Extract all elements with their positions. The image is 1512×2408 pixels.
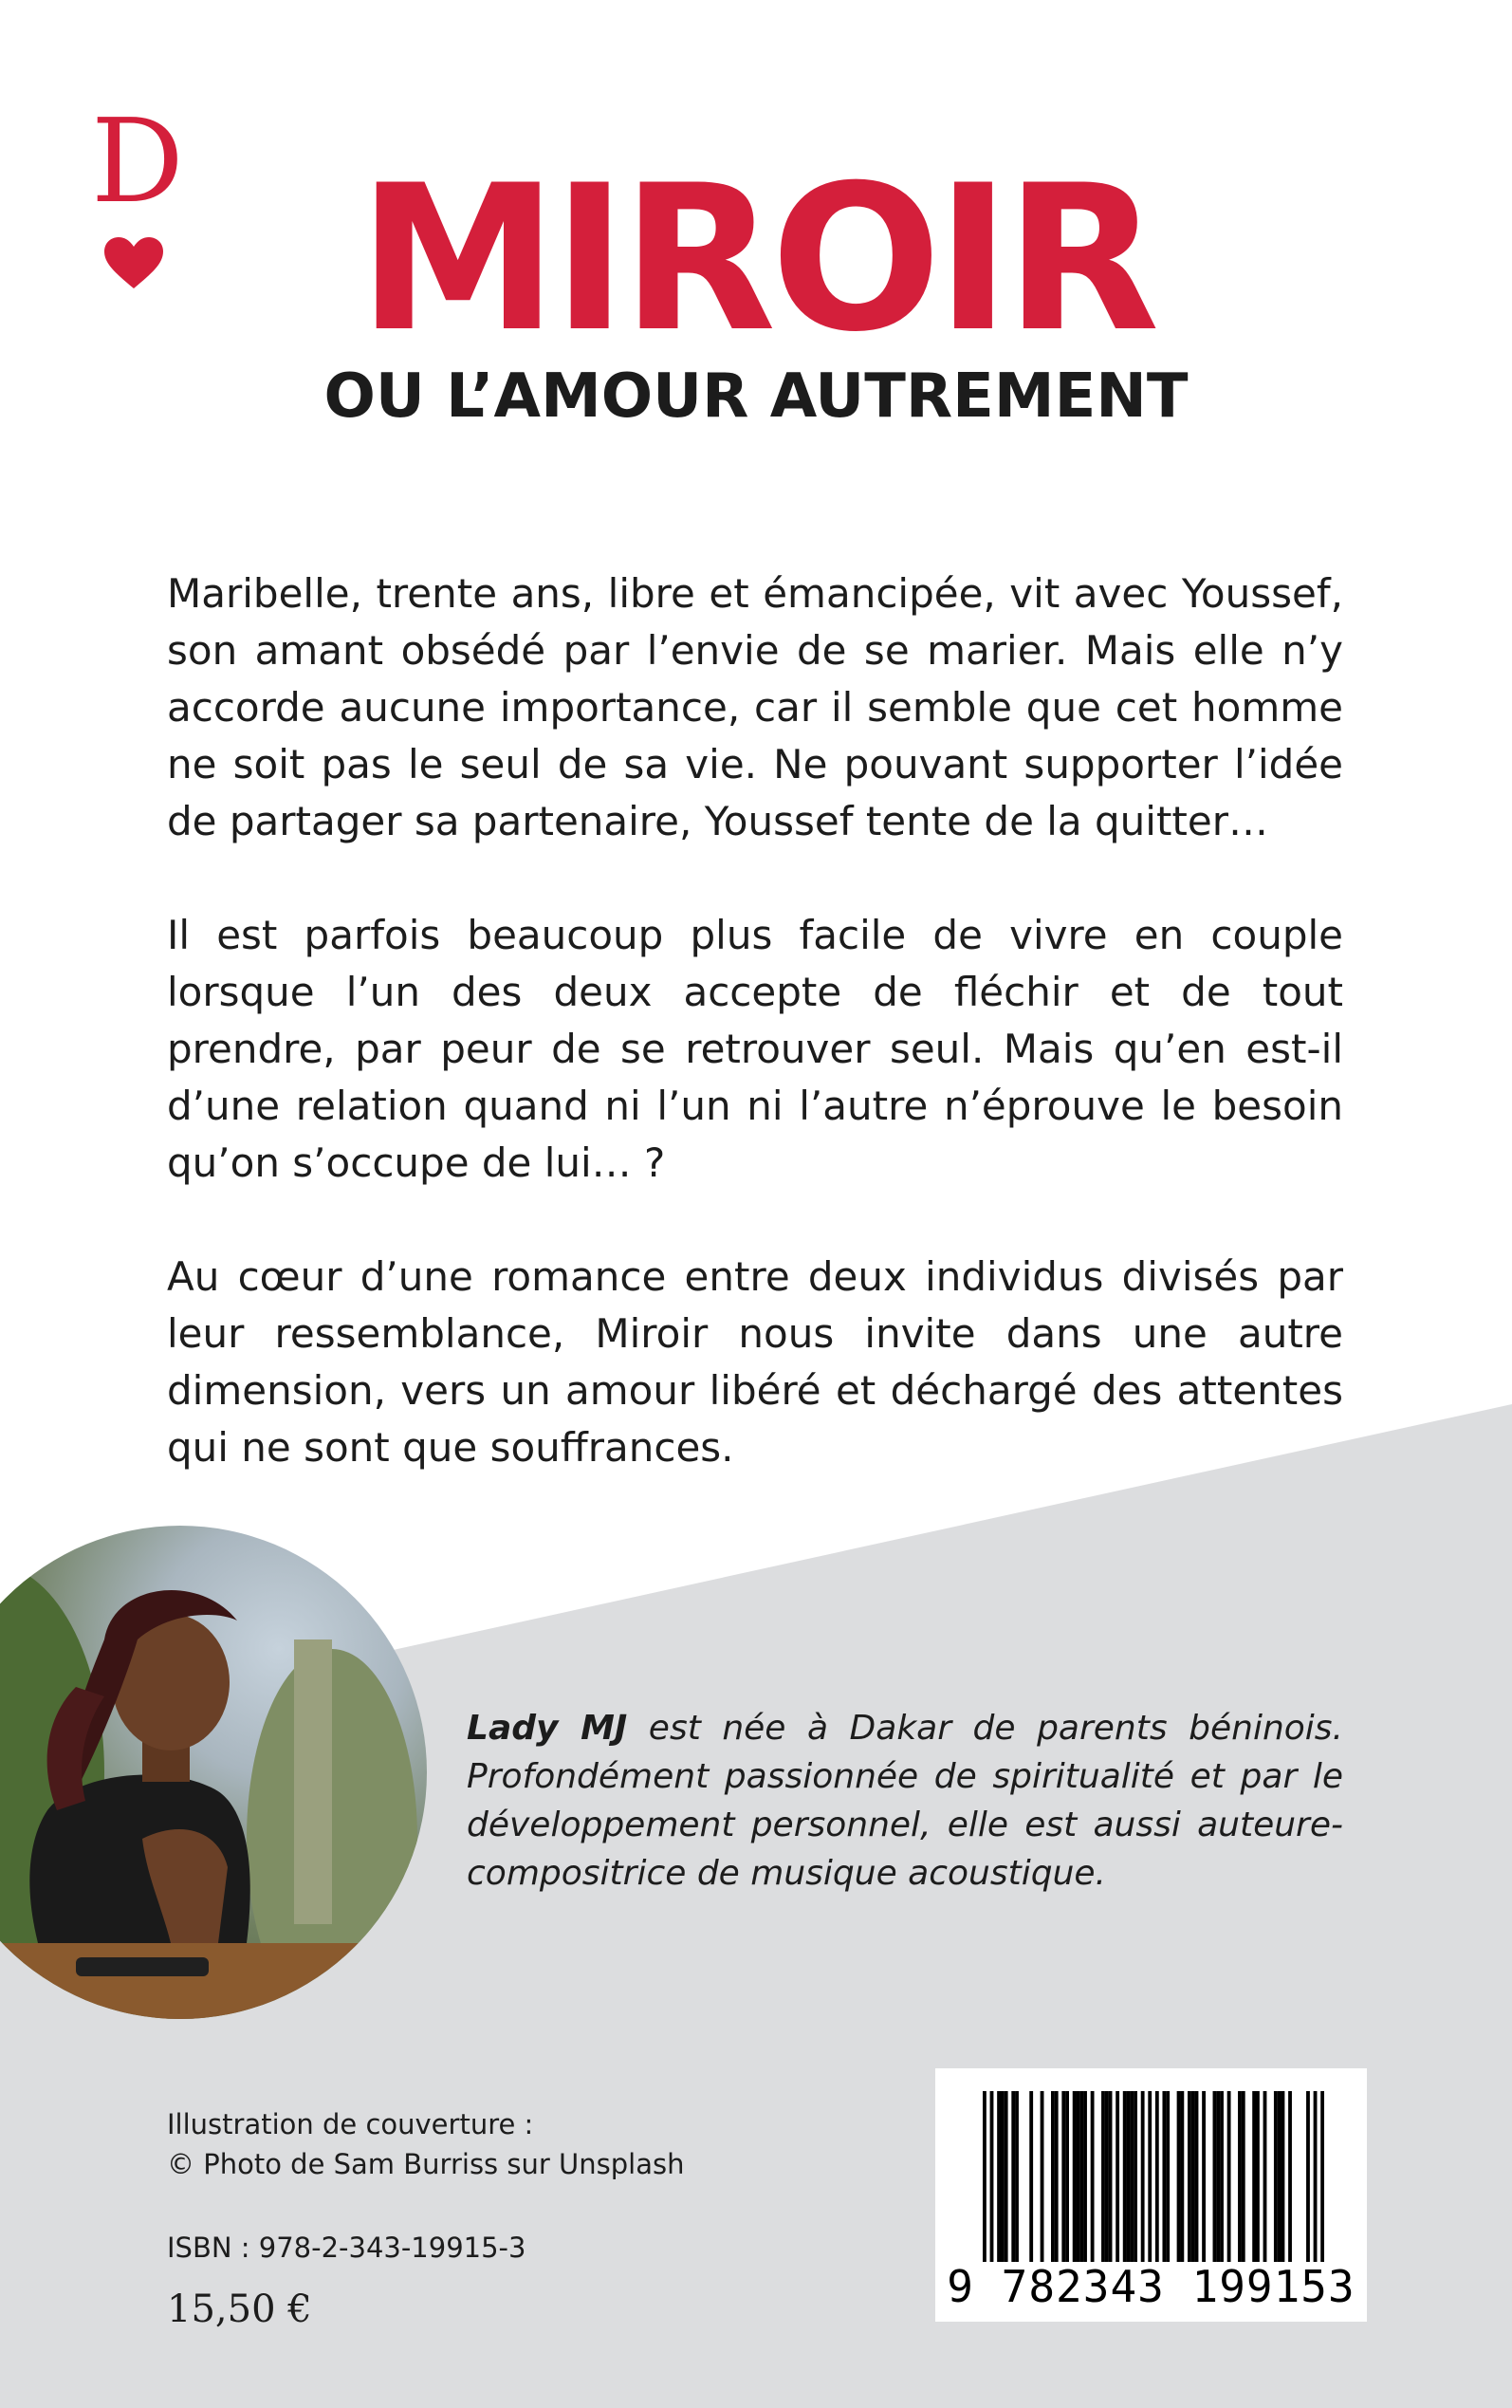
barcode-bar xyxy=(1278,2091,1282,2262)
barcode-bar xyxy=(1155,2091,1159,2262)
barcode-bar xyxy=(1195,2091,1199,2262)
barcode-bar xyxy=(1282,2091,1285,2262)
barcode-bar xyxy=(1180,2091,1184,2262)
barcode-bar xyxy=(1252,2091,1256,2262)
barcode-bar xyxy=(1109,2091,1113,2262)
barcode-bar xyxy=(1055,2091,1059,2262)
barcode-bar xyxy=(1001,2091,1005,2262)
barcode-bar xyxy=(1227,2091,1231,2262)
barcode-bar xyxy=(1238,2091,1242,2262)
barcode-bar xyxy=(1116,2091,1119,2262)
barcode-bar xyxy=(1141,2091,1145,2262)
barcode-digits: 9 782343 199153 xyxy=(947,2261,1355,2312)
barcode-bar xyxy=(997,2091,1001,2262)
cover-credit xyxy=(167,2104,831,2184)
barcode-bar xyxy=(1166,2091,1170,2262)
author-bio xyxy=(467,1704,1343,1898)
barcode-bar xyxy=(1061,2091,1065,2262)
barcode-bar xyxy=(1263,2091,1267,2262)
barcode-bar xyxy=(1274,2091,1278,2262)
barcode-bar xyxy=(1134,2091,1137,2262)
book-subtitle: OU L’AMOUR AUTREMENT xyxy=(323,361,1189,432)
barcode-bar xyxy=(1148,2091,1152,2262)
barcode-bar xyxy=(1079,2091,1083,2262)
barcode-bar xyxy=(1130,2091,1134,2262)
barcode-bar xyxy=(1306,2091,1310,2262)
barcode-bar xyxy=(1177,2091,1181,2262)
barcode-bar xyxy=(1123,2091,1127,2262)
barcode-bar xyxy=(1314,2091,1318,2262)
barcode-bar xyxy=(1101,2091,1105,2262)
barcode-bar xyxy=(1216,2091,1220,2262)
barcode-bar xyxy=(1041,2091,1044,2262)
barcode-bar xyxy=(983,2091,986,2262)
barcode-bar xyxy=(1051,2091,1055,2262)
back-cover-blurb xyxy=(167,565,1343,1533)
barcode-bar xyxy=(1191,2091,1195,2262)
barcode-bar xyxy=(1005,2091,1008,2262)
barcode-bar xyxy=(1288,2091,1292,2262)
blurb-paragraph: Maribelle, trente ans, libre et émancipée, vit avec Youssef, son amant obsédé par l’envie de se marier. Mais elle n’y accorde aucune importance, car il semble que cet homme ne soit pas le seul de sa vie. Ne pouvant supporter l’idée de partager sa partenaire, Youssef tente de la quitter… xyxy=(167,570,1343,844)
book-title: MIROIR xyxy=(358,141,1154,376)
barcode-bar xyxy=(1320,2091,1324,2262)
price: 15,50 € xyxy=(167,2288,312,2331)
barcode-bar xyxy=(1083,2091,1087,2262)
author-bio-text: est née à Dakar de parents béninois. Profondément passionnée de spiritualité et par le développement personnel, elle est aussi auteure-compositrice de musique acoustique. xyxy=(467,1709,1343,1893)
cover-credit-line: Illustration de couverture : xyxy=(167,2108,534,2140)
barcode-bar xyxy=(1256,2091,1260,2262)
blurb-paragraph: Il est parfois beaucoup plus facile de vivre en couple lorsque l’un des deux accepte de fléchir et de tout prendre, par peur de se retrouver seul. Mais qu’en est-il d’une relation quand ni l’un ni l’autre n’éprouve le besoin qu’on s’occupe de lui… ? xyxy=(167,912,1343,1186)
barcode-bar xyxy=(1242,2091,1245,2262)
blurb-paragraph: Au cœur d’une romance entre deux individus divisés par leur ressemblance, Miroir nous invite dans une autre dimension, vers un amour libéré et déchargé des attentes qui ne sont que souffrances. xyxy=(167,1253,1343,1471)
barcode xyxy=(935,2068,1367,2322)
author-name: Lady MJ xyxy=(467,1709,628,1748)
barcode-bar xyxy=(1220,2091,1224,2262)
barcode-bar xyxy=(990,2091,994,2262)
barcode-bar xyxy=(1077,2091,1080,2262)
barcode-bar xyxy=(1105,2091,1109,2262)
barcode-bar xyxy=(1162,2091,1166,2262)
barcode-bar xyxy=(1188,2091,1191,2262)
barcode-bar xyxy=(1091,2091,1095,2262)
barcode-bar xyxy=(1029,2091,1033,2262)
barcode-bar xyxy=(1127,2091,1131,2262)
barcode-bar xyxy=(1073,2091,1077,2262)
barcode-bar xyxy=(1065,2091,1069,2262)
barcode-bar xyxy=(1213,2091,1217,2262)
barcode-bar xyxy=(1015,2091,1019,2262)
barcode-bars xyxy=(983,2091,1324,2262)
isbn: ISBN : 978-2-343-19915-3 xyxy=(167,2232,526,2264)
barcode-bar xyxy=(1011,2091,1015,2262)
publisher-logo-letter: D xyxy=(91,94,184,229)
barcode-bar xyxy=(1202,2091,1206,2262)
cover-credit-line: © Photo de Sam Burriss sur Unsplash xyxy=(167,2148,685,2180)
